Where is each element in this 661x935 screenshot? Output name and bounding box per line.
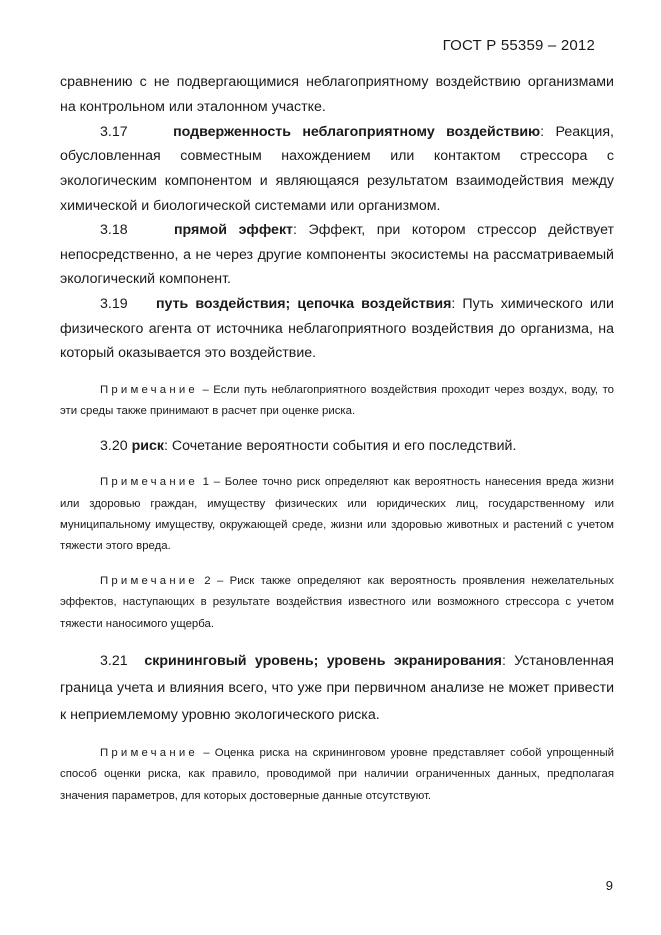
- page-body: [60, 70, 614, 807]
- term: скрининговый уровень; уровень экранирования: [144, 652, 502, 669]
- definition-text: Сочетание вероятности события и его последствий.: [167, 437, 517, 454]
- definition-text: Эффект, при котором стрессор действует непосредственно, а не через другие компоненты экосистемы на рассматриваемый экологический компонент.: [60, 222, 614, 288]
- document-header: ГОСТ Р 55359 – 2012: [442, 37, 595, 54]
- note-label: Примечание: [100, 746, 198, 759]
- page-number: 9: [605, 878, 613, 893]
- note-label: Примечание: [100, 383, 198, 396]
- note-3-20-1: [60, 472, 614, 558]
- note-text: – Оценка риска на скрининговом уровне представляет собой упрощенный способ оценки риска, как правило, проводимой при наличии ограниченных данных, предполагая значения параметров, для которых достоверные данные отсутствуют.: [60, 746, 614, 802]
- continuation-paragraph: сравнению с не подвергающимися неблагоприятному воздействию организмами на контрольном или эталонном участке.: [60, 74, 614, 115]
- term: риск: [131, 437, 164, 454]
- definition-3-19: [60, 292, 614, 366]
- definition-text: Установленная граница учета и влияния всего, что уже при первичном анализе не может привести к неприемлемому уровню экологического риска.: [60, 652, 614, 723]
- definition-3-18: [60, 218, 614, 292]
- term: подверженность неблагоприятному воздействию: [173, 123, 541, 140]
- clause-number: 3.18: [100, 222, 128, 239]
- note-3-21: [60, 743, 614, 807]
- definition-text: Путь химического или физического агента от источника неблагоприятного воздействия до организма, на который оказывается это воздействие.: [60, 295, 614, 362]
- note-text: 1 – Более точно риск определяют как вероятность нанесения вреда жизни или здоровью граждан, имуществу физических или юридических лиц, государственному или муниципальному имуществу, окружающей среде, жизни или здоровью животных и растений с учетом тяжести этого вреда.: [60, 476, 614, 553]
- definition-text: Реакция, обусловленная совместным нахождением или контактом стрессора с экологическим компонентом и являющаяся результатом взаимодействия между химической и биологической системами или организмом.: [60, 123, 614, 214]
- term-separator: :: [501, 652, 506, 669]
- clause-number: 3.19: [100, 295, 128, 312]
- note-text: 2 – Риск также определяют как вероятность проявления нежелательных эффектов, наступающих в результате воздействия известного или возможного стрессора с учетом тяжести наносимого ущерба.: [60, 574, 614, 630]
- clause-number: 3.17: [100, 123, 128, 140]
- term: путь воздействия; цепочка воздействия: [155, 295, 452, 312]
- term: прямой эффект: [173, 222, 293, 239]
- definition-3-20: [60, 434, 614, 459]
- clause-number: 3.20: [100, 437, 128, 454]
- definition-3-17: [60, 120, 614, 218]
- clause-number: 3.21: [100, 652, 128, 669]
- note-label: Примечание: [100, 476, 198, 489]
- note-3-19: [60, 380, 614, 423]
- term-separator: :: [163, 437, 168, 454]
- note-label: Примечание: [100, 574, 198, 587]
- term-separator: :: [540, 123, 545, 140]
- note-3-20-2: [60, 571, 614, 635]
- definition-3-21: [60, 648, 614, 729]
- note-text: – Если путь неблагоприятного воздействия проходит через воздух, воду, то эти среды также принимают в расчет при оценке риска.: [60, 383, 614, 418]
- term-separator: :: [451, 295, 456, 312]
- term-separator: :: [293, 222, 297, 239]
